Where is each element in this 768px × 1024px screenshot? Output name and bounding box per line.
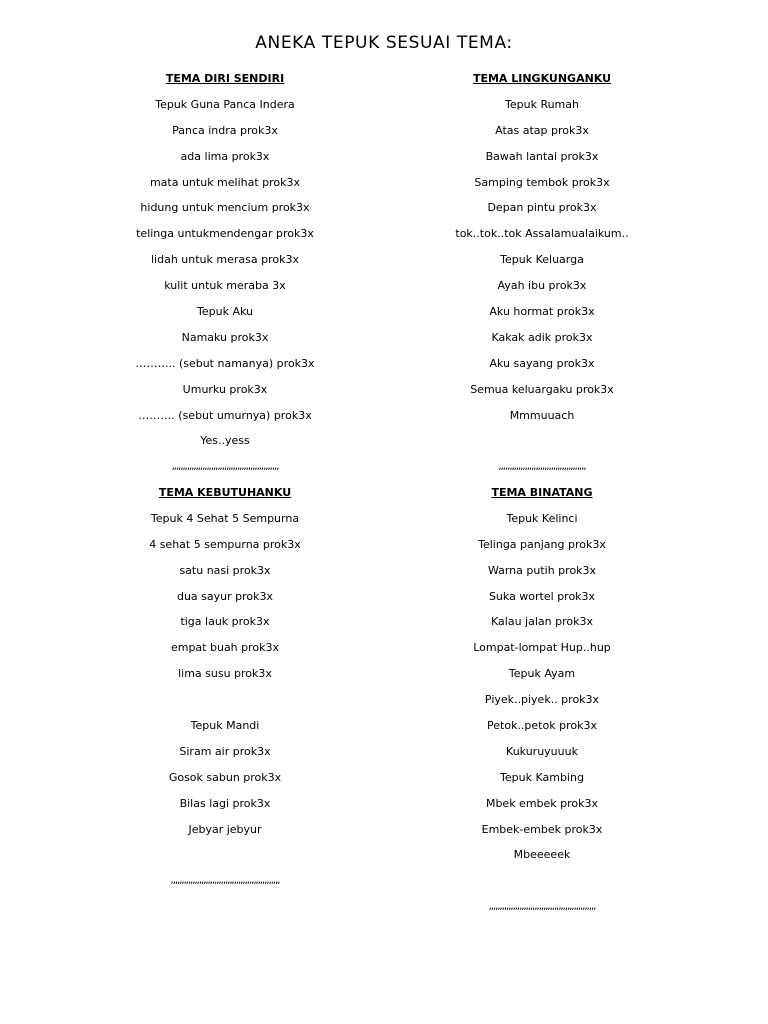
text-line: hidung untuk mencium prok3x (140, 201, 310, 215)
text-line: Jebyar jebyur (188, 822, 262, 836)
page-title: ANEKA TEPUK SESUAI TEMA: (255, 33, 513, 53)
text-line: empat buah prok3x (170, 641, 280, 655)
text-line: tiga lauk prok3x (180, 615, 270, 629)
separator: ,,,,,,,,,,,,,,,,,,,,,,,,,,,,,,,,,,,,,,,, (498, 461, 586, 473)
text-line: Namaku prok3x (181, 330, 269, 344)
text-line: Mmmuuach (509, 408, 575, 422)
text-line: kulit untuk meraba 3x (164, 279, 286, 293)
text-line: Tepuk Kambing (500, 770, 584, 784)
text-line: Umurku prok3x (182, 382, 268, 396)
blank-line (75, 842, 375, 868)
text-line: ………. (sebut umurnya) prok3x (138, 408, 312, 422)
section-lingkunganku (392, 66, 692, 480)
text-line: Atas atap prok3x (495, 123, 589, 137)
text-line: Tepuk Kelinci (506, 511, 578, 525)
text-line: Depan pintu prok3x (487, 201, 597, 215)
section-kebutuhanku (75, 480, 375, 894)
section-heading: TEMA LINGKUNGANKU (472, 72, 612, 85)
text-line: Telinga panjang prok3x (478, 537, 606, 551)
text-line: Bawah lantai prok3x (485, 149, 599, 163)
text-line: Tepuk 4 Sehat 5 Sempurna (150, 511, 300, 525)
text-line: 4 sehat 5 sempurna prok3x (149, 537, 301, 551)
text-line: Warna putih prok3x (487, 563, 597, 577)
text-line: Mbek embek prok3x (485, 796, 599, 810)
text-line: Aku sayang prok3x (489, 356, 595, 370)
separator: ,,,,,,,,,,,,,,,,,,,,,,,,,,,,,,,,,,,,,,,,,,,,,,,,, (171, 461, 279, 473)
text-line: Mbeeeeek (513, 848, 571, 862)
text-line: Bilas lagi prok3x (179, 796, 271, 810)
text-line: Siram air prok3x (179, 744, 271, 758)
text-line: Tepuk Guna Panca Indera (155, 97, 295, 111)
section-binatang (392, 480, 692, 920)
text-line: Yes..yess (200, 434, 250, 448)
blank-line (392, 428, 692, 454)
text-line: Tepuk Aku (197, 305, 253, 319)
text-line: dua sayur prok3x (176, 589, 274, 603)
separator: ,,,,,,,,,,,,,,,,,,,,,,,,,,,,,,,,,,,,,,,,,,,,,,,,, (488, 901, 596, 913)
section-heading: TEMA DIRI SENDIRI (165, 72, 285, 85)
text-line: Tepuk Mandi (190, 719, 260, 733)
text-line: Kukuruyuuuk (506, 744, 578, 758)
text-line: Tepuk Keluarga (500, 253, 584, 267)
text-line: Tepuk Rumah (505, 97, 579, 111)
section-diri-sendiri (75, 66, 375, 480)
text-line: Lompat-lompat Hup..hup (473, 641, 611, 655)
text-line: Kalau jalan prok3x (491, 615, 593, 629)
text-line: lima susu prok3x (178, 667, 272, 681)
text-line: Piyek..piyek.. prok3x (484, 693, 600, 707)
text-line: Tepuk Ayam (508, 667, 576, 681)
text-line: Embek-embek prok3x (481, 822, 603, 836)
text-line: ada lima prok3x (180, 149, 270, 163)
section-heading: TEMA KEBUTUHANKU (158, 486, 292, 499)
text-line: tok..tok..tok Assalamualaikum.. (455, 227, 629, 241)
text-line: Semua keluargaku prok3x (470, 382, 614, 396)
text-line: telinga untukmendengar prok3x (136, 227, 314, 241)
separator: ,,,,,,,,,,,,,,,,,,,,,,,,,,,,,,,,,,,,,,,,,,,,,,,,,, (170, 875, 280, 887)
text-line: satu nasi prok3x (179, 563, 271, 577)
blank-line (392, 868, 692, 894)
text-line: ……….. (sebut namanya) prok3x (135, 356, 315, 370)
text-line: Samping tembok prok3x (474, 175, 610, 189)
text-line: Aku hormat prok3x (489, 305, 595, 319)
blank-line (75, 687, 375, 713)
text-line: Ayah ibu prok3x (497, 279, 587, 293)
text-line: Panca indra prok3x (172, 123, 278, 137)
text-line: Kakak adik prok3x (491, 330, 593, 344)
text-line: Petok..petok prok3x (487, 719, 597, 733)
section-heading: TEMA BINATANG (491, 486, 593, 499)
text-line: Gosok sabun prok3x (168, 770, 282, 784)
text-line: Suka wortel prok3x (488, 589, 596, 603)
text-line: mata untuk melihat prok3x (149, 175, 301, 189)
text-line: lidah untuk merasa prok3x (151, 253, 299, 267)
